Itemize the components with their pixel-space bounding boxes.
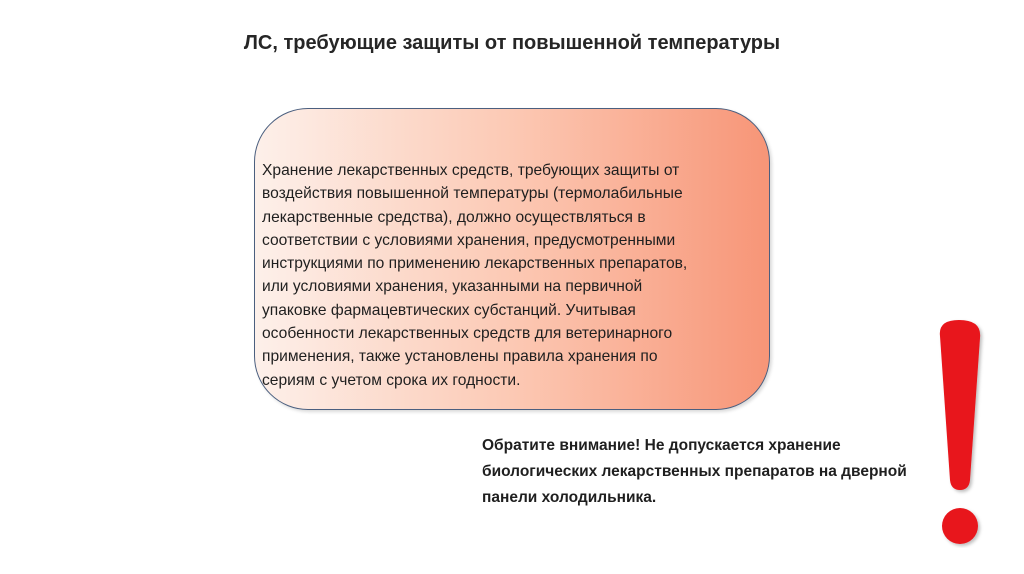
- slide-title: ЛС, требующие защиты от повышенной температуры: [243, 32, 781, 54]
- exclamation-mark-icon: [926, 306, 996, 566]
- exclamation-dot: [942, 508, 978, 544]
- notice-text: Обратите внимание! Не допускается хранение биологических лекарственных препаратов на дверной панели холодильника.: [482, 437, 907, 506]
- info-box-text: Хранение лекарственных средств, требующих защиты от воздействия повышенной температуры (термолабильные лекарственные средства), должно осуществляться в соответствии с условиями хранения, предусмотренными инструкциями по применению лекарственных препаратов, или условиями хранения, указанными на первичной упаковке фармацевтических субстанций. Учитывая особенности лекарственных средств для ветеринарного применения, также установлены правила хранения по сериям с учетом срока их годности.: [262, 162, 688, 389]
- exclamation-bar: [940, 320, 980, 490]
